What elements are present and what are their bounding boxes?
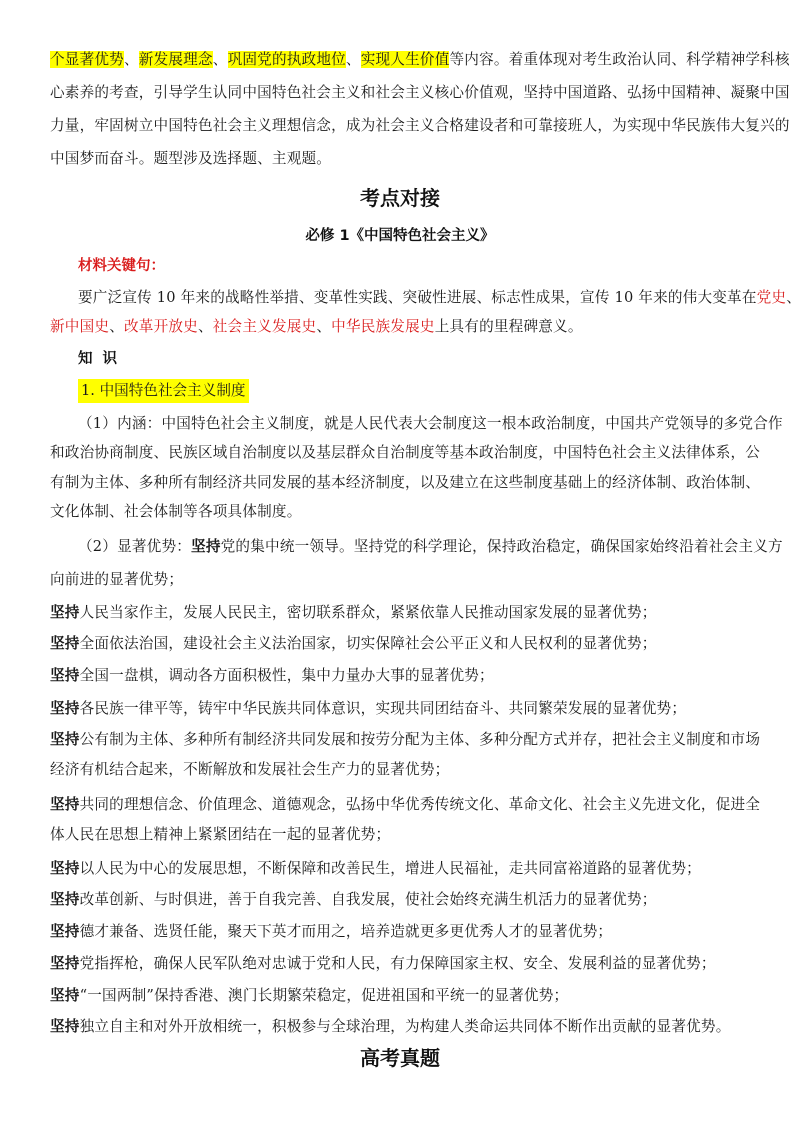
intro-line-1 xyxy=(50,47,790,73)
advantage-text: 人民当家作主，发展人民民主，密切联系群众，紧紧依靠人民推动国家发展的显著优势； xyxy=(79,604,657,621)
intro-line-3: 力量，牢固树立中国特色社会主义理想信念，成为社会主义合格建设者和可靠接班人，为实现中华民族伟大复兴的 xyxy=(50,117,790,134)
advantage-item xyxy=(50,887,760,913)
keyword: 坚持 xyxy=(50,923,80,940)
separator: 、 xyxy=(109,318,124,335)
advantage-text: 党指挥枪，确保人民军队绝对忠诚于党和人民，有力保障国家主权、安全、发展利益的显著优势； xyxy=(79,955,716,972)
separator: 、 xyxy=(197,318,213,335)
advantage-text: 德才兼备、选贤任能，聚天下英才而用之，培养造就更多更优秀人才的显著优势； xyxy=(79,923,613,940)
connotation-line-4: 文化体制、社会体制等各项具体制度。 xyxy=(50,503,302,520)
keyword: 坚持 xyxy=(50,1018,80,1035)
advantage-text: 改革创新、与时俱进，善于自我完善、自我发展，使社会始终充满生机活力的显著优势； xyxy=(79,891,657,908)
advantages-prefix: （2）显著优势： xyxy=(78,538,192,555)
red-term: 党史 xyxy=(756,289,787,306)
connotation-line-1: （1）内涵：中国特色社会主义制度，就是人民代表大会制度这一根本政治制度，中国共产党领导的多党合作 xyxy=(78,415,783,432)
advantage-text: 共同的理想信念、价值理念、道德观念，弘扬中华优秀传统文化、革命文化、社会主义先进文化，促进全 xyxy=(79,796,761,813)
knowledge-label: 知识 xyxy=(78,351,127,367)
intro-line-2: 心素养的考查，引导学生认同中国特色社会主义和社会主义核心价值观，坚持中国道路、弘扬中国精神、凝聚中国 xyxy=(50,84,790,101)
advantages-line-2: 向前进的显著优势； xyxy=(50,571,184,588)
advantage-text: 全国一盘棋，调动各方面积极性，集中力量办大事的显著优势； xyxy=(79,667,494,684)
separator: 、 xyxy=(316,318,332,335)
red-term: 新中国史 xyxy=(50,318,110,335)
advantage-item xyxy=(50,951,760,977)
section-title: 考点对接 xyxy=(360,186,440,210)
intro-line-4: 中国梦而奋斗。题型涉及选择题、主观题。 xyxy=(50,150,332,167)
keyword: 坚持 xyxy=(50,987,80,1004)
advantage-item xyxy=(50,727,760,753)
highlight-term: 新发展理念 xyxy=(138,51,213,68)
intro-line-1-tail: 等内容。着重体现对考生政治认同、科学精神学科核 xyxy=(449,51,790,68)
advantages-line-1 xyxy=(78,534,783,560)
connotation-line-2: 和政治协商制度、民族区域自治制度以及基层群众自治制度等基本政治制度，中国特色社会主义法律体系，公 xyxy=(50,444,761,461)
advantage-item-cont: 经济有机结合起来，不断解放和发展社会生产力的显著优势； xyxy=(50,761,450,778)
keyword: 坚持 xyxy=(50,604,80,621)
advantage-text: 各民族一律平等，铸牢中华民族共同体意识，实现共同团结奋斗、共同繁荣发展的显著优势； xyxy=(79,700,687,717)
highlight-term: 巩固党的执政地位 xyxy=(227,51,346,68)
keyword: 坚持 xyxy=(50,635,80,652)
advantage-item xyxy=(50,1014,760,1040)
advantage-item-cont: 体人民在思想上精神上紧紧团结在一起的显著优势； xyxy=(50,826,391,843)
separator: 、 xyxy=(212,51,228,68)
material-line-1 xyxy=(78,285,801,311)
advantage-text: 公有制为主体、多种所有制经济共同发展和按劳分配为主体、多种分配方式并存，把社会主义制度和市场 xyxy=(79,731,761,748)
separator: 、 xyxy=(345,51,361,68)
red-term: 社会主义发展史 xyxy=(212,318,317,335)
material-heading: 材料关键句： xyxy=(78,258,165,274)
subtitle: 必修 1《中国特色社会主义》 xyxy=(305,228,495,244)
exam-title: 高考真题 xyxy=(360,1046,440,1070)
red-term: 改革开放史 xyxy=(123,318,198,335)
advantage-item xyxy=(50,696,760,722)
keyword: 坚持 xyxy=(50,860,80,877)
advantage-text: 独立自主和对外开放相统一，积极参与全球治理，为构建人类命运共同体不断作出贡献的显著优势。 xyxy=(79,1018,731,1035)
highlight-term: 实现人生价值 xyxy=(360,51,450,68)
advantage-item xyxy=(50,663,760,689)
keyword: 坚持 xyxy=(191,538,221,555)
material-line-1-text: 要广泛宣传 10 年来的战略性举措、变革性实践、突破性进展、标志性成果，宣传 10 年来的伟大变革在 xyxy=(78,289,757,306)
highlight-term: 个显著优势 xyxy=(50,51,124,68)
advantage-text: “一国两制”保持香港、澳门长期繁荣稳定，促进祖国和平统一的显著优势； xyxy=(79,987,569,1004)
material-line-2-tail: 上具有的里程碑意义。 xyxy=(434,318,583,335)
advantages-line-1-rest: 党的集中统一领导。坚持党的科学理论，保持政治稳定，确保国家始终沿着社会主义方 xyxy=(220,538,783,555)
separator: 、 xyxy=(123,51,139,68)
red-term: 中华民族发展史 xyxy=(331,318,435,335)
keyword: 坚持 xyxy=(50,796,80,813)
advantage-item xyxy=(50,983,760,1009)
keyword: 坚持 xyxy=(50,667,80,684)
keyword: 坚持 xyxy=(50,731,80,748)
keyword: 坚持 xyxy=(50,955,80,972)
advantage-item xyxy=(50,792,760,818)
connotation-line-3: 有制为主体、多种所有制经济共同发展的基本经济制度，以及建立在这些制度基础上的经济体制、政治体制、 xyxy=(50,474,761,491)
point-1-heading: 1. 中国特色社会主义制度 xyxy=(78,379,249,403)
advantage-item xyxy=(50,631,760,657)
keyword: 坚持 xyxy=(50,891,80,908)
separator: 、 xyxy=(786,289,801,306)
advantage-item xyxy=(50,856,760,882)
advantage-item xyxy=(50,919,760,945)
advantage-item xyxy=(50,600,760,626)
material-line-2 xyxy=(50,314,760,340)
keyword: 坚持 xyxy=(50,700,80,717)
advantage-text: 以人民为中心的发展思想，不断保障和改善民生，增进人民福祉，走共同富裕道路的显著优势； xyxy=(79,860,701,877)
advantage-text: 全面依法治国，建设社会主义法治国家，切实保障社会公平正义和人民权利的显著优势； xyxy=(79,635,657,652)
